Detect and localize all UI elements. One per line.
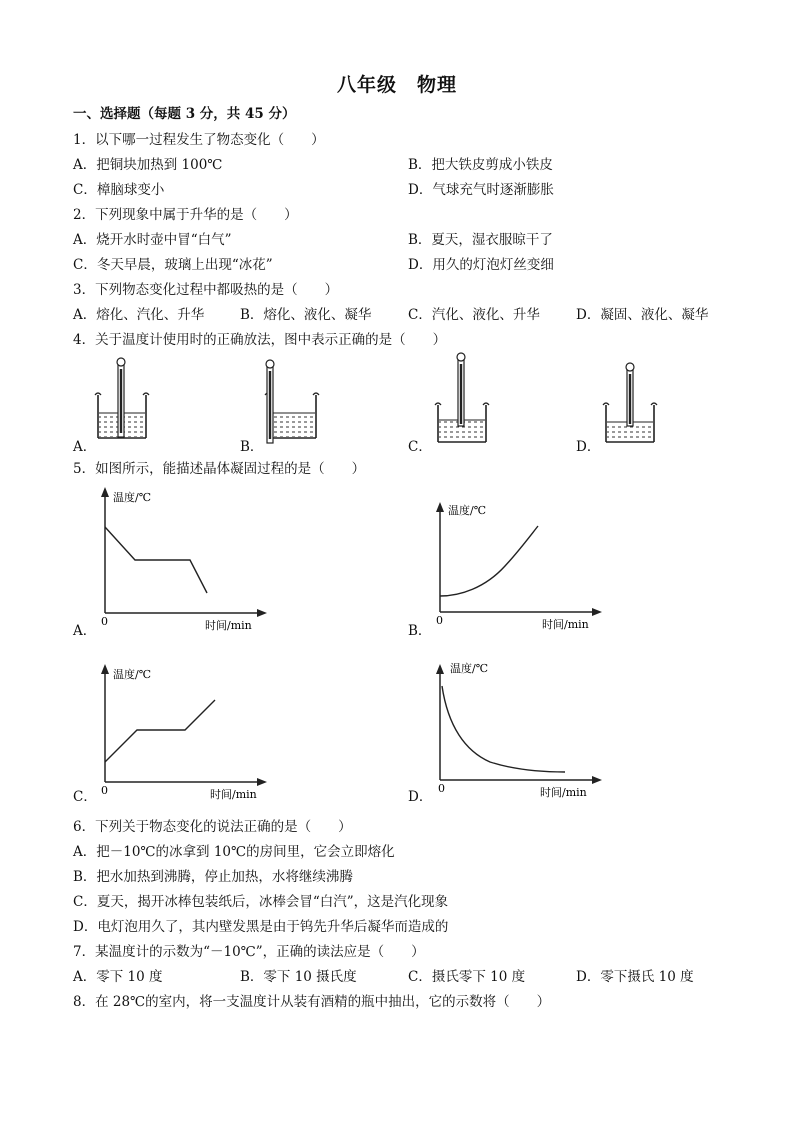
graph-d [430,656,605,801]
q1-option-b: B．把大铁皮剪成小铁皮 [408,157,553,173]
q5-option-b: B． [408,623,432,639]
q2-stem: 2．下列现象中属于升华的是（ ） [73,207,298,223]
q3-option-a: A．熔化、汽化、升华 [73,307,205,323]
q3-option-b: B．熔化、液化、凝华 [240,307,372,323]
graph-d-xlabel: 时间/min [540,786,587,799]
beaker-figure-b [262,355,322,445]
q6-stem: 6．下列关于物态变化的说法正确的是（ ） [73,819,352,835]
q7-option-a: A．零下 10 度 [73,969,163,985]
q7-option-c: C．摄氏零下 10 度 [408,969,526,985]
graph-c [95,662,270,802]
q2-option-d: D．用久的灯泡灯丝变细 [408,257,554,273]
q6-option-c: C．夏天，揭开冰棒包装纸后，冰棒会冒“白汽”，这是汽化现象 [73,894,449,910]
graph-a-ylabel: 温度/℃ [113,491,152,504]
graph-c-xlabel: 时间/min [210,788,257,801]
q1-stem: 1．以下哪一过程发生了物态变化（ ） [73,132,325,148]
q2-option-b: B．夏天，湿衣服晾干了 [408,232,553,248]
q3-option-c: C．汽化、液化、升华 [408,307,540,323]
q4-option-c: C． [408,439,432,455]
q7-option-d: D．零下摄氏 10 度 [576,969,694,985]
q4-option-a: A． [73,439,97,455]
q2-option-a: A．烧开水时壶中冒“白气” [73,232,232,248]
q3-option-d: D．凝固、液化、凝华 [576,307,709,323]
q4-stem: 4．关于温度计使用时的正确放法，图中表示正确的是（ ） [73,332,447,348]
q4-option-b: B． [240,439,264,455]
graph-a-xlabel: 时间/min [205,619,252,632]
q5-stem: 5．如图所示，能描述晶体凝固过程的是（ ） [73,461,366,477]
graph-b-ylabel: 温度/℃ [448,504,487,517]
q5-option-c: C． [73,789,97,805]
graph-a [95,485,270,635]
q5-option-d: D． [408,789,433,805]
graph-d-origin: 0 [438,782,445,795]
graph-b-origin: 0 [436,614,443,627]
q2-option-c: C．冬天早晨，玻璃上出现“冰花” [73,257,273,273]
q1-option-c: C．樟脑球变小 [73,182,165,198]
q4-option-d: D． [576,439,601,455]
q3-stem: 3．下列物态变化过程中都吸热的是（ ） [73,282,339,298]
q1-option-d: D．气球充气时逐渐膨胀 [408,182,554,198]
section-heading: 一、选择题（每题 3 分，共 45 分） [73,106,296,122]
graph-b-xlabel: 时间/min [542,618,589,631]
beaker-figure-a [92,355,152,445]
q7-option-b: B．零下 10 摄氏度 [240,969,357,985]
graph-d-ylabel: 温度/℃ [450,662,489,675]
q7-stem: 7．某温度计的示数为“－10℃”，正确的读法应是（ ） [73,944,425,960]
beaker-figure-d [600,360,660,445]
q1-option-a: A．把铜块加热到 100℃ [73,157,223,173]
q6-option-d: D．电灯泡用久了，其内壁发黑是由于钨先升华后凝华而造成的 [73,919,449,935]
graph-b [430,500,605,640]
q6-option-a: A．把－10℃的冰拿到 10℃的房间里，它会立即熔化 [73,844,395,860]
beaker-figure-c [432,350,492,445]
graph-a-origin: 0 [101,615,108,628]
q5-option-a: A． [73,623,97,639]
page-title: 八年级 物理 [336,74,457,96]
q8-stem: 8．在 28℃的室内，将一支温度计从装有酒精的瓶中抽出，它的示数将（ ） [73,994,551,1010]
graph-c-origin: 0 [101,784,108,797]
graph-c-ylabel: 温度/℃ [113,668,152,681]
q6-option-b: B．把水加热到沸腾，停止加热，水将继续沸腾 [73,869,353,885]
